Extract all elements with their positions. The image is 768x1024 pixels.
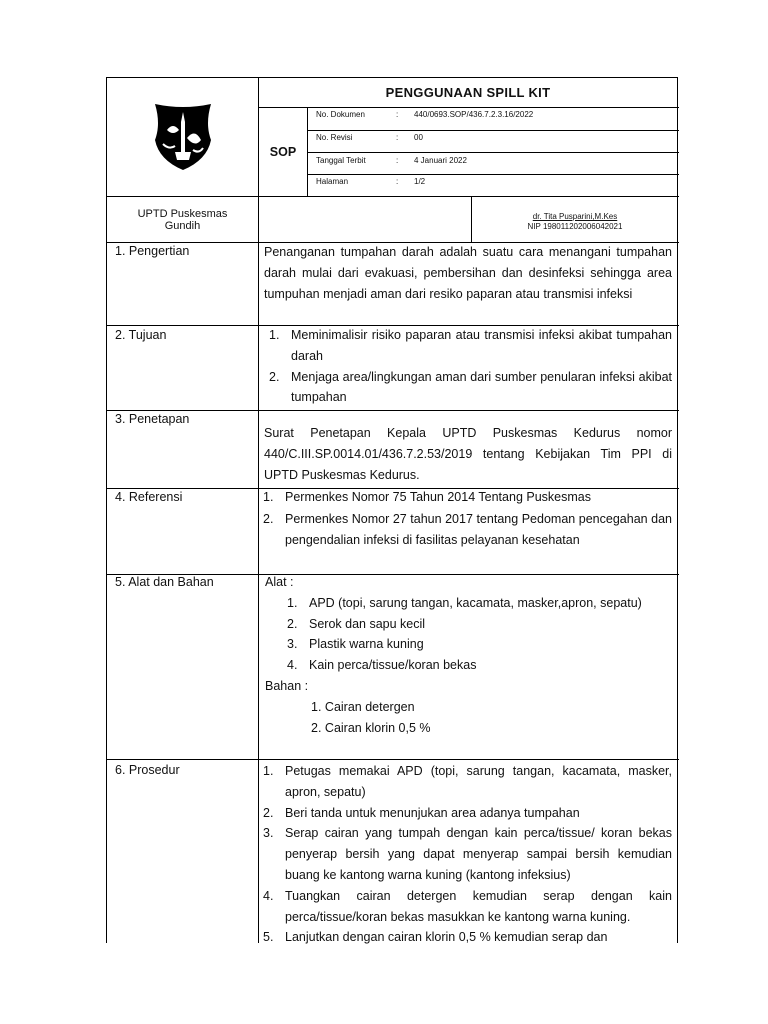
list-item: 3. Serap cairan yang tumpah dengan kain perca/tissue/ koran bekas penyerap bersih yang dapat menyerap sampai bersih kemudian buang ke kantong warna kuning (kantong infeksius) — [263, 826, 672, 882]
list-item: 2. Beri tanda untuk menunjukan area adanya tumpahan — [263, 805, 580, 820]
referensi-list — [261, 487, 672, 550]
meta-row-page: Halaman : 1/2 — [316, 177, 426, 186]
document-title: PENGGUNAAN SPILL KIT — [385, 85, 551, 100]
alat-heading: Alat : — [265, 575, 294, 589]
prosedur-list — [261, 761, 672, 948]
alat-bahan-content — [265, 572, 672, 738]
organization-name: UPTD Puskesmas Gundih — [137, 208, 228, 232]
list-item: 2. Cairan klorin 0,5 % — [311, 720, 431, 735]
alat-list — [285, 593, 672, 676]
tujuan-list — [267, 325, 672, 408]
list-item: 5. Lanjutkan dengan cairan klorin 0,5 % kemudian serap dan — [263, 930, 608, 945]
list-item: 1. Permenkes Nomor 75 Tahun 2014 Tentang Puskesmas — [263, 490, 591, 504]
list-item: 4. Tuangkan cairan detergen kemudian serap dengan kain perca/tissue/koran bekas masukkan ke kantong warna kuning. — [263, 888, 672, 924]
sop-document-table — [106, 77, 678, 943]
meta-row-issue-date: Tanggal Terbit : 4 Januari 2022 — [316, 156, 467, 165]
column-divider — [258, 78, 259, 943]
list-item: 3. Plastik warna kuning — [287, 637, 424, 652]
section-label-pengertian: 1. Pengertian — [115, 244, 190, 258]
sop-label: SOP — [269, 145, 297, 159]
bahan-list — [311, 697, 672, 739]
bahan-heading: Bahan : — [265, 678, 309, 693]
meta-row-doc-number: No. Dokumen : 440/0693.SOP/436.7.2.3.16/2022 — [316, 110, 534, 119]
list-item: 1. APD (topi, sarung tangan, kacamata, masker,apron, sepatu) — [287, 595, 642, 610]
section-label-penetapan: 3. Penetapan — [115, 412, 190, 426]
list-item: 4. Kain perca/tissue/koran bekas — [287, 658, 477, 673]
pengertian-text: Penanganan tumpahan darah adalah suatu cara menangani tumpahan darah mulai dari evakuasi, pembersihan dan desinfeksi sehingga area tumpuhan menjadi aman dari resiko paparan atau transmisi infeksi — [264, 245, 672, 301]
section-label-referensi: 4. Referensi — [115, 490, 183, 504]
penetapan-text: Surat Penetapan Kepala UPTD Puskesmas Kedurus nomor 440/C.III.SP.0014.01/436.7.2.53/2019 tentang Kebijakan Tim PPI di UPTD Puskesmas Kedurus. — [264, 426, 672, 482]
section-label-alat-bahan: 5. Alat dan Bahan — [115, 575, 214, 589]
list-item: 1. Meminimalisir risiko paparan atau transmisi infeksi akibat tumpahan darah — [269, 328, 672, 363]
list-item: 1. Cairan detergen — [311, 699, 415, 714]
list-item: 2. Serok dan sapu kecil — [287, 616, 426, 631]
logo-cell — [107, 78, 258, 196]
list-item: 2. Menjaga area/lingkungan aman dari sumber penularan infeksi akibat tumpahan — [269, 369, 672, 405]
signer-block — [472, 197, 678, 242]
list-item: 2. Permenkes Nomor 27 tahun 2017 tentang Pedoman pencegahan dan pengendalian infeksi di fasilitas pelayanan kesehatan — [263, 511, 672, 547]
city-emblem-logo — [149, 100, 217, 174]
signer-nip: NIP 198011202006042021 — [527, 222, 623, 231]
list-item: 1. Petugas memakai APD (topi, sarung tangan, kacamata, masker, apron, sepatu) — [263, 764, 672, 799]
section-label-tujuan: 2. Tujuan — [115, 328, 167, 342]
meta-row-revision: No. Revisi : 00 — [316, 133, 423, 142]
signer-name: dr. Tita Pusparini,M.Kes — [532, 212, 618, 221]
section-label-prosedur: 6. Prosedur — [115, 763, 180, 777]
